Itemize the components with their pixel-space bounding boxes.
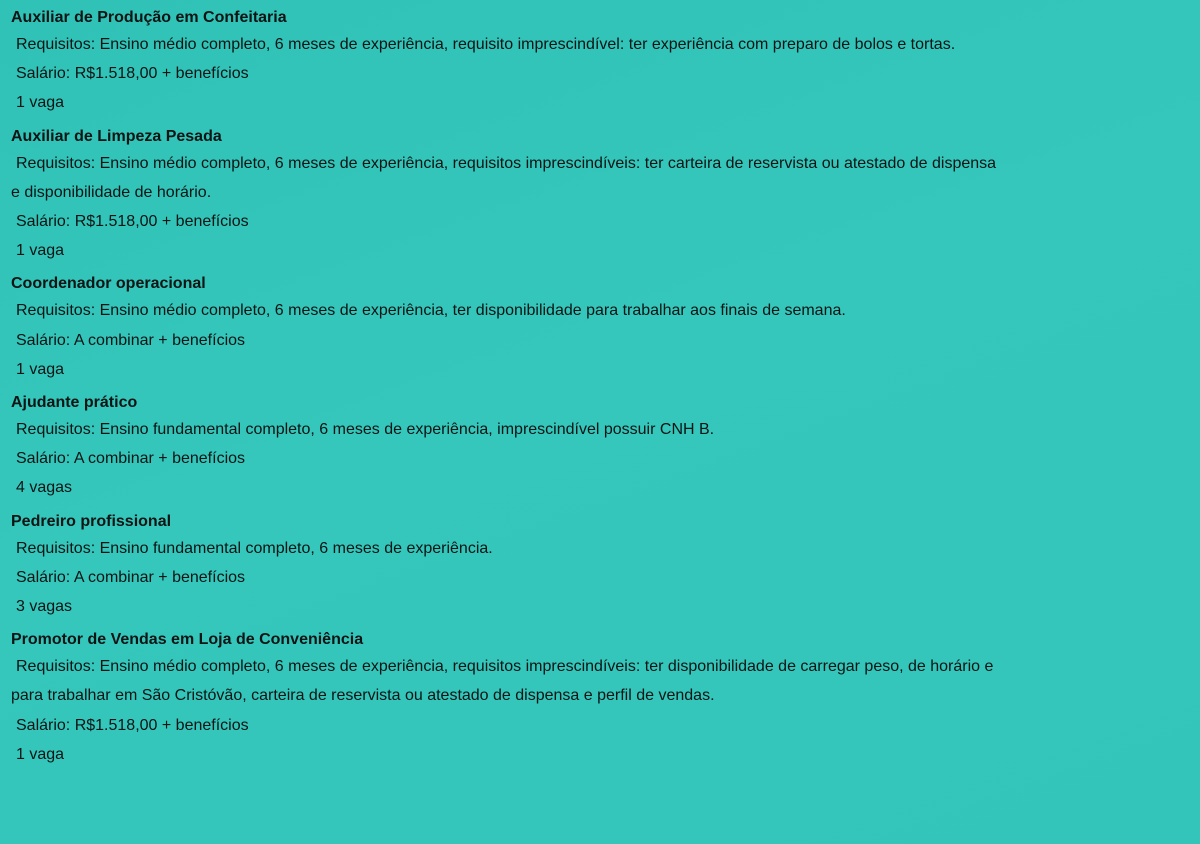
job-openings: 1 vaga <box>16 745 65 763</box>
job-openings: 3 vagas <box>16 598 73 616</box>
job-title: Auxiliar de Produção em Confeitaria <box>11 9 287 26</box>
job-listing-confeitaria <box>11 6 1191 118</box>
job-requirements: Requisitos: Ensino fundamental completo, 6 meses de experiência. <box>16 539 493 557</box>
job-openings: 1 vaga <box>16 94 65 112</box>
job-requirements-continued: para trabalhar em São Cristóvão, carteira de reservista ou atestado de dispensa e perfil de vendas. <box>11 687 715 705</box>
job-openings: 1 vaga <box>16 242 65 260</box>
job-salary: Salário: R$1.518,00 + benefícios <box>16 65 249 83</box>
job-requirements: Requisitos: Ensino médio completo, 6 meses de experiência, ter disponibilidade para trabalhar aos finais de semana. <box>16 302 846 320</box>
job-requirements-continued: e disponibilidade de horário. <box>11 183 212 201</box>
job-salary: Salário: A combinar + benefícios <box>16 331 246 349</box>
job-requirements: Requisitos: Ensino fundamental completo, 6 meses de experiência, imprescindível possuir CNH B. <box>16 421 715 439</box>
job-salary: Salário: R$1.518,00 + benefícios <box>16 213 249 231</box>
job-openings: 4 vagas <box>16 479 73 497</box>
job-salary: Salário: A combinar + benefícios <box>16 568 246 586</box>
job-requirements: Requisitos: Ensino médio completo, 6 meses de experiência, requisitos imprescindíveis: ter carteira de reservista ou atestado de dispensa <box>16 154 997 172</box>
job-requirements: Requisitos: Ensino médio completo, 6 meses de experiência, requisito imprescindível: ter experiência com preparo de bolos e tortas. <box>16 36 956 53</box>
job-title: Auxiliar de Limpeza Pesada <box>11 127 222 145</box>
job-title: Ajudante prático <box>11 394 138 412</box>
job-requirements: Requisitos: Ensino médio completo, 6 meses de experiência, requisitos imprescindíveis: ter disponibilidade de carregar peso, de horário e <box>16 658 994 676</box>
job-title: Coordenador operacional <box>11 275 206 293</box>
job-listing-ajudante <box>11 391 1191 503</box>
job-openings: 1 vaga <box>16 360 65 378</box>
job-salary: Salário: R$1.518,00 + benefícios <box>16 716 249 734</box>
job-salary: Salário: A combinar + benefícios <box>16 450 246 468</box>
job-listing-pedreiro <box>11 510 1191 622</box>
job-listing-limpeza <box>11 125 1191 266</box>
job-listing-promotor <box>11 628 1191 769</box>
job-listings <box>11 6 1191 776</box>
job-title: Promotor de Vendas em Loja de Conveniência <box>11 631 364 649</box>
job-listing-coordenador <box>11 272 1191 384</box>
job-title: Pedreiro profissional <box>11 512 172 530</box>
